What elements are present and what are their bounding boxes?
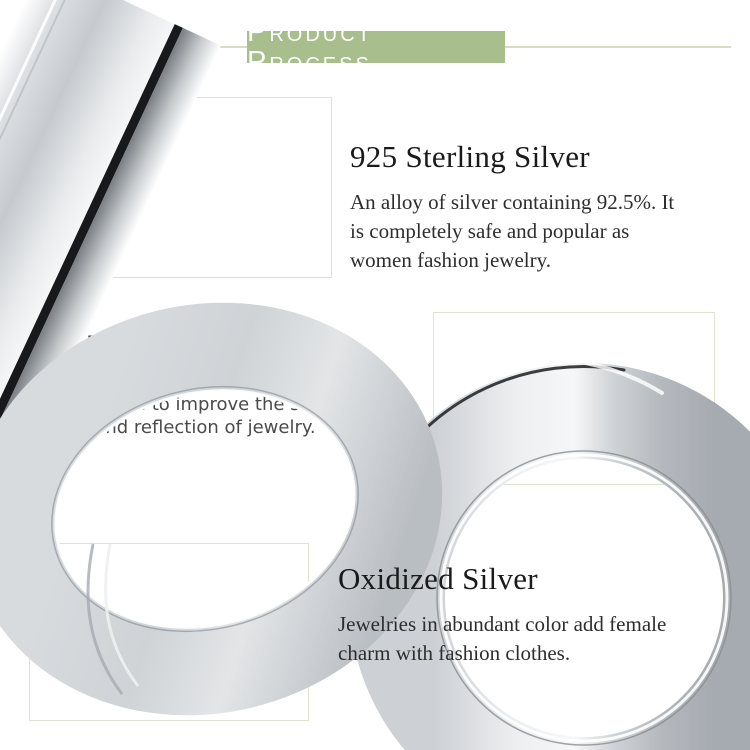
section-body bbox=[350, 188, 732, 275]
section-sterling-silver bbox=[350, 139, 732, 275]
section-title: 925 Sterling Silver bbox=[350, 139, 590, 174]
section-oxidized-silver bbox=[338, 561, 738, 668]
ring-curve-illustration bbox=[30, 544, 308, 720]
body-line: charm with fashion clothes. bbox=[338, 641, 571, 665]
body-line: adapted to improve the shine bbox=[71, 394, 339, 415]
body-line: is completely safe and popular as bbox=[350, 219, 630, 243]
header-rule-right bbox=[505, 46, 731, 48]
section-title: Oxidized Silver bbox=[338, 561, 538, 596]
body-line: women fashion jewelry. bbox=[350, 248, 551, 272]
header-banner bbox=[247, 16, 505, 78]
page-title: Product Process bbox=[247, 16, 373, 78]
body-line: and reflection of jewelry. bbox=[94, 417, 316, 438]
ring-arch-illustration bbox=[434, 313, 714, 484]
body-line: Jewelries in abundant color add female bbox=[338, 612, 667, 636]
sterling-silver-photo bbox=[28, 97, 332, 278]
polishing-process-photo bbox=[433, 312, 715, 485]
section-title: Polishing Process bbox=[86, 331, 324, 359]
oxidized-silver-photo bbox=[29, 543, 309, 721]
body-line: Mass finishing process is bbox=[93, 371, 317, 392]
section-body bbox=[338, 610, 738, 668]
ring-band-closeup-illustration bbox=[29, 98, 331, 277]
body-line: An alloy of silver containing 92.5%. It bbox=[350, 190, 675, 214]
